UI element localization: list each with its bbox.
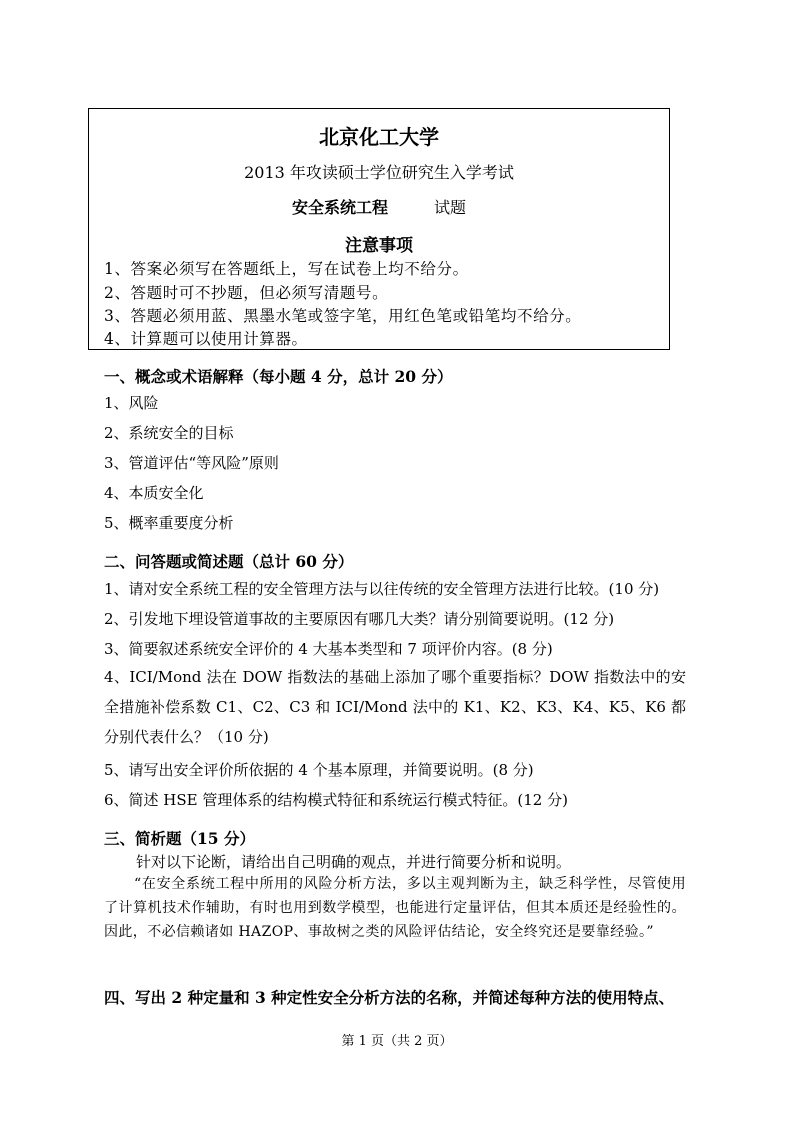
section-3-title: 三、简析题（15 分） [104, 829, 255, 848]
notice-title: 注意事项 [345, 236, 413, 256]
notice-rule: 2、答题时可不抄题，但必须写清题号。 [104, 284, 389, 302]
notice-rule: 3、答题必须用蓝、黑墨水笔或签字笔，用红色笔或铅笔均不给分。 [104, 307, 582, 325]
subject-line [88, 195, 670, 218]
list-item: 3、管道评估“等风险”原则 [104, 454, 279, 472]
section-2-title: 二、问答题或简述题（总计 60 分） [104, 552, 354, 571]
question-item: 1、请对安全系统工程的安全管理方法与以往传统的安全管理方法进行比较。(10 分) [104, 580, 660, 598]
list-item: 5、概率重要度分析 [104, 514, 234, 532]
subject-name: 安全系统工程 [291, 198, 388, 217]
question-item: 3、简要叙述系统安全评价的 4 大基本类型和 7 项评价内容。(8 分) [104, 640, 553, 658]
notice-rule: 4、计算题可以使用计算器。 [104, 330, 308, 348]
question-item: 5、请写出安全评价所依据的 4 个基本原理，并简要说明。(8 分) [104, 761, 534, 779]
list-item: 4、本质安全化 [104, 484, 204, 502]
question-item: 2、引发地下埋设管道事故的主要原因有哪几大类？请分别简要说明。(12 分) [104, 610, 615, 628]
question-item: 6、简述 HSE 管理体系的结构模式特征和系统运行模式特征。(12 分) [104, 791, 568, 809]
section-1-title: 一、概念或术语解释（每小题 4 分，总计 20 分） [104, 367, 453, 386]
section-4-title: 四、写出 2 种定量和 3 种定性安全分析方法的名称，并简述每种方法的使用特点、 [104, 988, 675, 1007]
university-title: 北京化工大学 [319, 125, 439, 149]
page-number: 第 1 页（共 2 页） [341, 1034, 453, 1049]
subject-kind: 试题 [434, 198, 467, 217]
section-3-intro: 针对以下论断，请给出自己明确的观点，并进行简要分析和说明。 [136, 853, 572, 871]
list-item: 2、系统安全的目标 [104, 424, 234, 442]
list-item: 1、风险 [104, 394, 159, 412]
section-3-quote: “在安全系统工程中所用的风险分析方法，多以主观判断为主，缺乏科学性，尽管使用了计算机技术作辅助，有时也用到数学模型，也能进行定量评估，但其本质还是经验性的。因此，不必信赖诸如 HAZOP、事故树之类的风险评估结论，安全终究还是要靠经验。” [104, 876, 686, 940]
notice-rule: 1、答案必须写在答题纸上，写在试卷上均不给分。 [104, 260, 469, 278]
exam-title: 2013 年攻读硕士学位研究生入学考试 [244, 163, 514, 182]
question-item: 4、ICI/Mond 法在 DOW 指数法的基础上添加了哪个重要指标？DOW 指数法中的安全措施补偿系数 C1、C2、C3 和 ICI/Mond 法中的 K1、K2、K3、K4、K5、K6 都分别代表什么？（10 分) [104, 668, 686, 746]
